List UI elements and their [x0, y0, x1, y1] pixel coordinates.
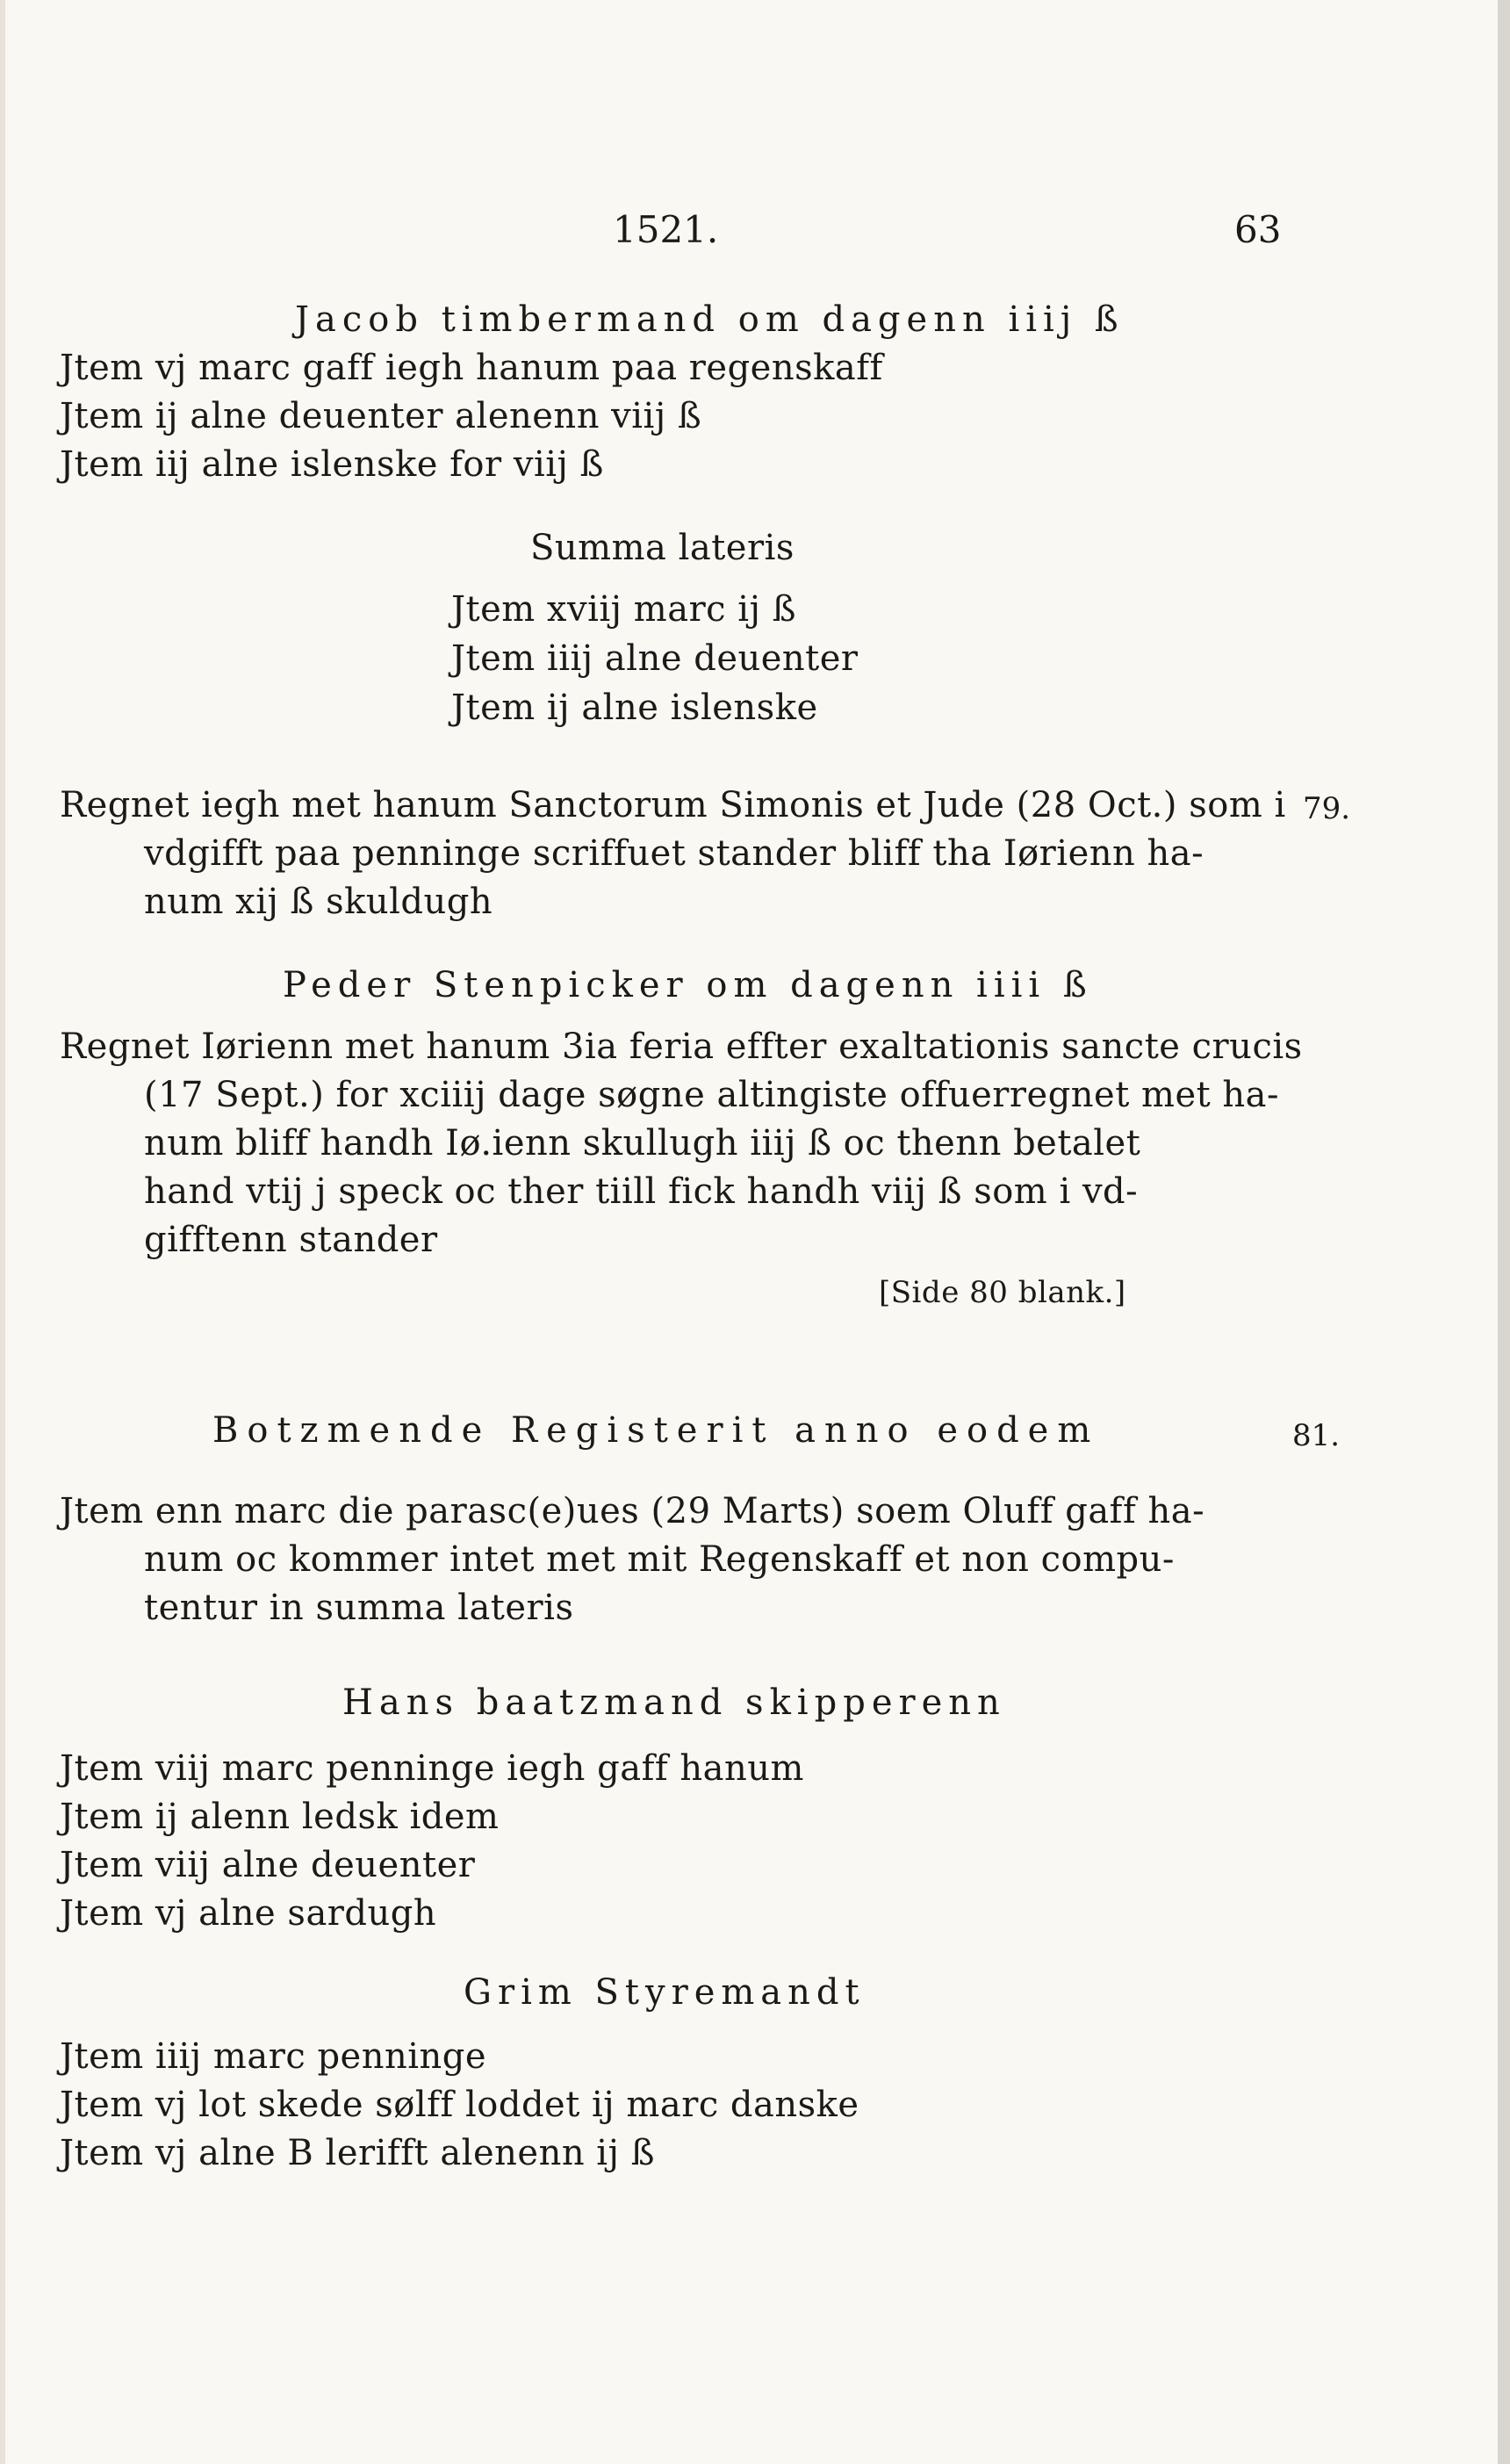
entry-line: Jtem ij alne deuenter alenenn viij ß [60, 396, 702, 436]
entry-heading-jacob: Jacob timbermand om dagenn iiij ß [295, 299, 1125, 340]
summa-line: Jtem iiij alne deuenter [451, 638, 859, 679]
entry-heading-peder: Peder Stenpicker om dagenn iiii ß [283, 965, 1093, 1005]
summa-line: Jtem ij alne islenske [451, 688, 818, 728]
entry-line: Jtem vj alne sardugh [60, 1893, 437, 1934]
entry-line: Jtem ij alenn ledsk idem [60, 1797, 500, 1837]
entry-line: hand vtij j speck oc ther tiill fick handh viij ß som i vd- [144, 1171, 1139, 1212]
entry-line: num oc kommer intet met mit Regenskaff et non compu- [144, 1539, 1175, 1580]
entry-line: tentur in summa lateris [144, 1588, 574, 1628]
regnet-line: num xij ß skuldugh [144, 882, 493, 922]
entry-line: Jtem vj lot skede sølff loddet ij marc danske [60, 2085, 859, 2125]
entry-line: Jtem viij marc penninge iegh gaff hanum [60, 1748, 804, 1789]
entry-line: Regnet Iørienn met hanum 3ia feria effter exaltationis sancte crucis [60, 1027, 1303, 1067]
entry-line: Jtem iij alne islenske for viij ß [60, 444, 604, 485]
page-number: 63 [1234, 208, 1282, 251]
entry-line: gifftenn stander [144, 1220, 438, 1260]
entry-heading-grim: Grim Styremandt [464, 1972, 866, 2013]
side-note: [Side 80 blank.] [879, 1275, 1126, 1310]
entry-heading-botzmende: Botzmende Registerit anno eodem [212, 1410, 1100, 1451]
entry-line: Jtem iiij marc penninge [60, 2036, 487, 2077]
regnet-line: Regnet iegh met hanum Sanctorum Simonis et Jude (28 Oct.) som i [60, 785, 1286, 825]
entry-line: Jtem viij alne deuenter [60, 1845, 476, 1885]
entry-line: (17 Sept.) for xciiij dage søgne altingiste offuerregnet met ha- [144, 1075, 1280, 1115]
entry-line: num bliff handh Iø.ienn skullugh iiij ß oc thenn betalet [144, 1123, 1141, 1164]
entry-line: Jtem vj marc gaff iegh hanum paa regenskaff [60, 348, 883, 388]
summa-title: Summa lateris [530, 528, 795, 568]
entry-line: Jtem vj alne B lerifft alenenn ij ß [60, 2133, 655, 2173]
entry-heading-hans: Hans baatzmand skipperenn [342, 1682, 1006, 1723]
entry-line: Jtem enn marc die parasc(e)ues (29 Marts) soem Oluff gaff ha- [60, 1491, 1205, 1531]
regnet-line: vdgifft paa penninge scriffuet stander bliff tha Iørienn ha- [144, 833, 1204, 874]
margin-reference: 79. [1303, 791, 1351, 826]
summa-line: Jtem xviij marc ij ß [451, 589, 796, 630]
page-year: 1521. [613, 208, 719, 251]
margin-reference: 81. [1292, 1418, 1341, 1453]
